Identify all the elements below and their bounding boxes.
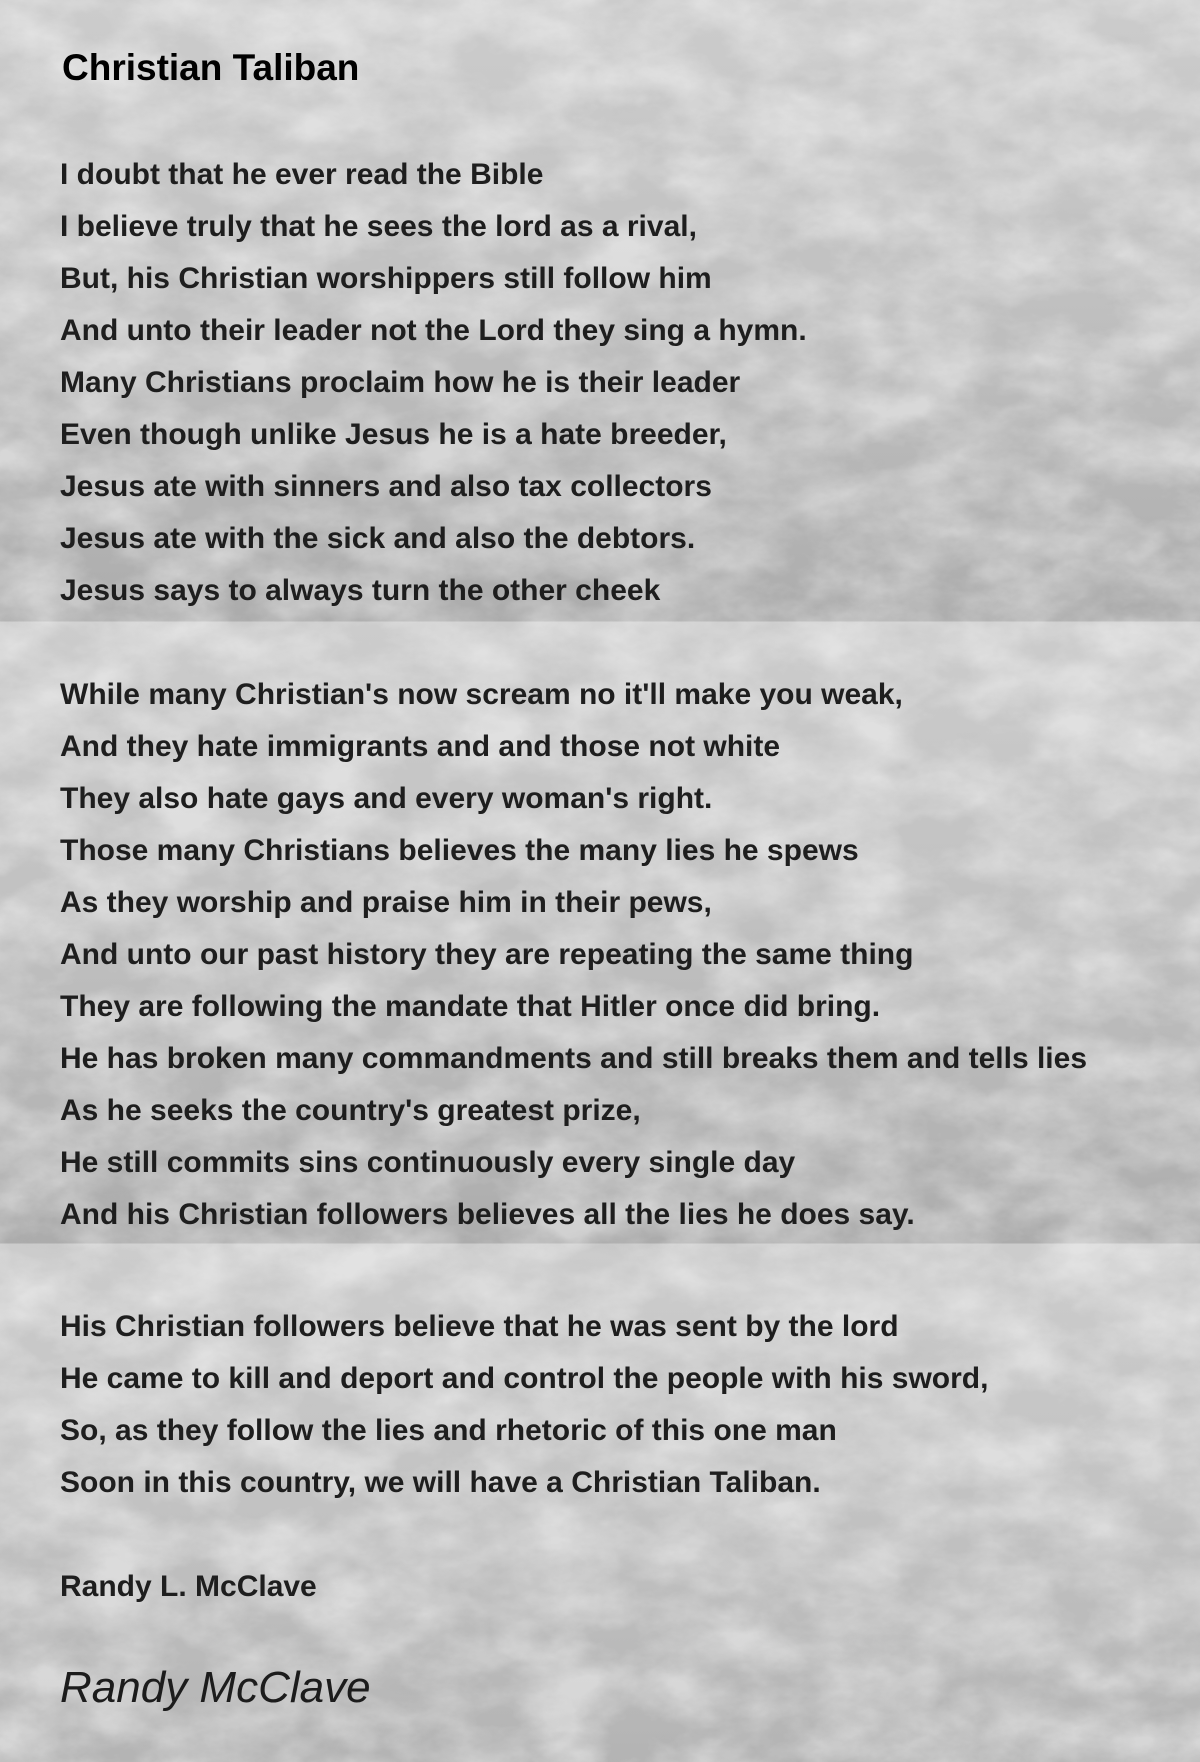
stanza-1: [60, 149, 1140, 617]
author-signature: Randy McClave: [60, 1663, 371, 1712]
poem-line: So, as they follow the lies and rhetoric of this one man: [60, 1414, 837, 1447]
stanza-3: [60, 1301, 1140, 1509]
poem-line: They also hate gays and every woman's right.: [60, 782, 713, 815]
poem-line: Those many Christians believes the many lies he spews: [60, 834, 859, 867]
poem-line: Jesus ate with the sick and also the debtors.: [60, 522, 696, 555]
poem-line: Jesus says to always turn the other cheek: [60, 574, 661, 607]
poem-line: And unto their leader not the Lord they sing a hymn.: [60, 314, 807, 347]
poem-line: Even though unlike Jesus he is a hate breeder,: [60, 418, 727, 451]
poem-line: I believe truly that he sees the lord as a rival,: [60, 210, 697, 243]
poem-line: As they worship and praise him in their pews,: [60, 886, 712, 919]
poem-line: I doubt that he ever read the Bible: [60, 158, 544, 191]
poem-body: [60, 149, 1140, 1509]
poem-line: And unto our past history they are repeating the same thing: [60, 938, 914, 971]
poem-content: [0, 46, 1200, 1713]
poem-line: And they hate immigrants and and those not white: [60, 730, 781, 763]
poem-line: He still commits sins continuously every single day: [60, 1146, 796, 1179]
poem-title: Christian Taliban: [62, 47, 360, 88]
poem-line: His Christian followers believe that he was sent by the lord: [60, 1310, 899, 1343]
poem-line: But, his Christian worshippers still follow him: [60, 262, 712, 295]
poem-line: As he seeks the country's greatest prize,: [60, 1094, 641, 1127]
poem-line: Many Christians proclaim how he is their leader: [60, 366, 741, 399]
poem-line: Soon in this country, we will have a Christian Taliban.: [60, 1466, 821, 1499]
author-byline: Randy L. McClave: [60, 1570, 317, 1603]
poem-line: While many Christian's now scream no it'll make you weak,: [60, 678, 903, 711]
poem-line: They are following the mandate that Hitler once did bring.: [60, 990, 881, 1023]
poem-line: Jesus ate with sinners and also tax collectors: [60, 470, 712, 503]
poem-line: He came to kill and deport and control the people with his sword,: [60, 1362, 989, 1395]
poem-line: He has broken many commandments and still breaks them and tells lies: [60, 1042, 1088, 1075]
poem-line: And his Christian followers believes all the lies he does say.: [60, 1198, 915, 1231]
stanza-2: [60, 669, 1140, 1241]
